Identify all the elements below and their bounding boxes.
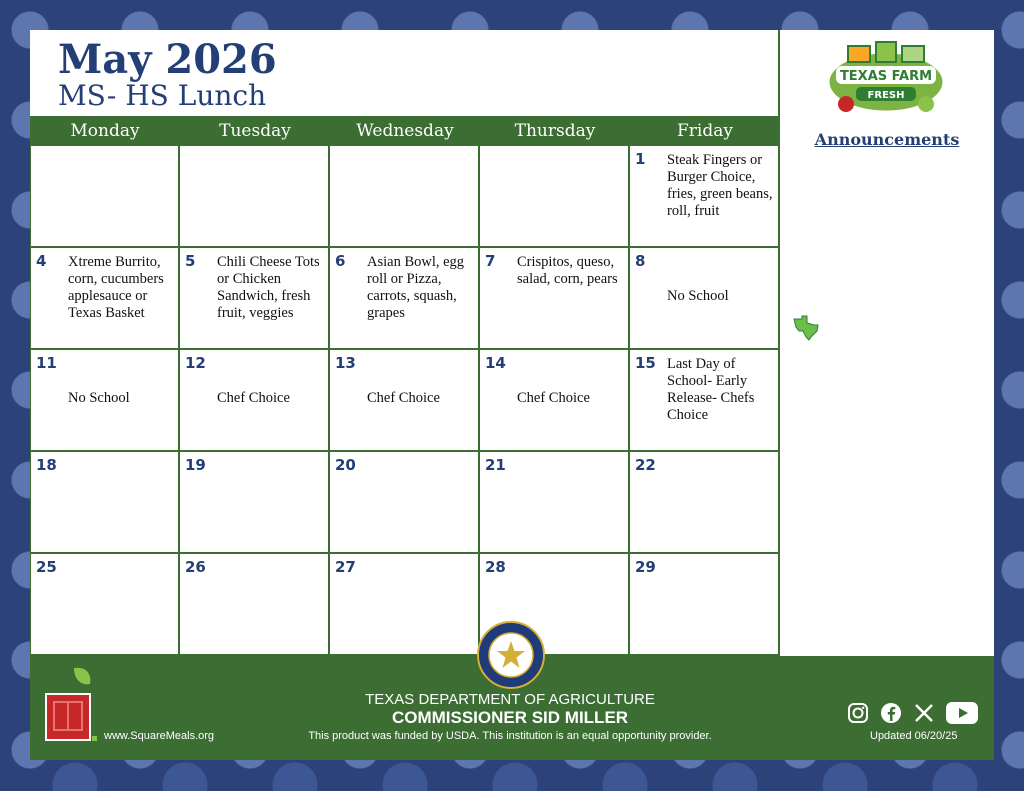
usda-disclaimer: This product was funded by USDA. This institution is an equal opportunity provider. [308, 730, 712, 742]
calendar-day-cell [330, 146, 480, 248]
calendar-day-cell [30, 146, 180, 248]
calendar-day-cell [30, 452, 180, 554]
calendar-day-cell [630, 248, 780, 350]
weekday-wednesday: Wednesday [356, 121, 454, 141]
calendar-grid [30, 146, 780, 656]
calendar-day-cell [30, 248, 180, 350]
social-links [846, 701, 979, 725]
calendar-day-cell [30, 350, 180, 452]
day-number: 25 [36, 558, 57, 576]
weekday-friday: Friday [677, 121, 733, 141]
menu-text: No School [68, 390, 130, 406]
weekday-header [30, 116, 780, 146]
youtube-icon[interactable] [945, 701, 979, 725]
day-number: 12 [185, 354, 206, 372]
menu-text: Chef Choice [517, 390, 590, 406]
x-icon[interactable] [912, 701, 936, 725]
calendar-day-cell [180, 452, 330, 554]
commissioner-name: COMMISSIONER SID MILLER [391, 708, 629, 727]
menu-text: Xtreme Burrito, corn, cucumbers applesauce or Texas Basket [68, 254, 164, 321]
weekday-tuesday: Tuesday [219, 121, 291, 141]
calendar-day-cell [330, 554, 480, 656]
menu-text: Last Day of School- Early Release- Chefs Choice [667, 356, 755, 423]
calendar-day-cell [480, 350, 630, 452]
footer-bar [30, 656, 994, 760]
day-number: 5 [185, 252, 196, 270]
day-number: 27 [335, 558, 356, 576]
day-number: 15 [635, 354, 656, 372]
menu-text: Chili Cheese Tots or Chicken Sandwich, fresh fruit, veggies [217, 254, 320, 321]
day-number: 29 [635, 558, 656, 576]
menu-text: Crispitos, queso, salad, corn, pears [517, 254, 618, 287]
day-number: 8 [635, 252, 646, 270]
calendar-day-cell [180, 350, 330, 452]
calendar-day-cell [480, 248, 630, 350]
calendar-day-cell [630, 452, 780, 554]
department-name: TEXAS DEPARTMENT OF AGRICULTURE [365, 691, 655, 708]
calendar-day-cell [180, 554, 330, 656]
day-number: 7 [485, 252, 496, 270]
menu-text: No School [667, 288, 729, 304]
day-number: 22 [635, 456, 656, 474]
day-number: 4 [36, 252, 47, 270]
menu-text: Steak Fingers or Burger Choice, fries, green beans, roll, fruit [667, 152, 773, 219]
page-subtitle: MS- HS Lunch [58, 79, 267, 112]
day-number: 14 [485, 354, 506, 372]
calendar-day-cell [480, 452, 630, 554]
calendar-day-cell [630, 146, 780, 248]
logo-text-line1: TEXAS FARM [839, 69, 933, 84]
calendar-day-cell [630, 554, 780, 656]
calendar-day-cell [330, 452, 480, 554]
calendar-day-cell [630, 350, 780, 452]
facebook-icon[interactable] [879, 701, 903, 725]
menu-text: Chef Choice [217, 390, 290, 406]
instagram-icon[interactable] [846, 701, 870, 725]
texas-farm-fresh-logo [826, 40, 946, 120]
day-number: 21 [485, 456, 506, 474]
logo-text-line2: FRESH [867, 90, 905, 101]
calendar-sheet [30, 30, 994, 760]
square-meals-apple-icon [44, 664, 100, 744]
calendar-day-cell [30, 554, 180, 656]
calendar-day-cell [180, 146, 330, 248]
texas-state-icon [792, 315, 820, 341]
day-number: 20 [335, 456, 356, 474]
sidebar-divider [778, 30, 780, 656]
calendar-day-cell [480, 146, 630, 248]
weekday-thursday: Thursday [514, 121, 596, 141]
department-seal-icon [476, 620, 546, 690]
menu-text: Chef Choice [367, 390, 440, 406]
weekday-monday: Monday [70, 121, 140, 141]
page-title: May 2026 [58, 36, 277, 83]
day-number: 6 [335, 252, 346, 270]
day-number: 11 [36, 354, 57, 372]
announcements-heading: Announcements [814, 130, 960, 149]
day-number: 13 [335, 354, 356, 372]
updated-date: Updated 06/20/25 [870, 730, 958, 742]
day-number: 28 [485, 558, 506, 576]
calendar-day-cell [180, 248, 330, 350]
squaremeals-link[interactable]: www.SquareMeals.org [104, 730, 215, 742]
day-number: 18 [36, 456, 57, 474]
day-number: 26 [185, 558, 206, 576]
calendar-day-cell [330, 248, 480, 350]
day-number: 19 [185, 456, 206, 474]
calendar-day-cell [330, 350, 480, 452]
day-number: 1 [635, 150, 646, 168]
menu-text: Asian Bowl, egg roll or Pizza, carrots, squash, grapes [367, 254, 465, 321]
